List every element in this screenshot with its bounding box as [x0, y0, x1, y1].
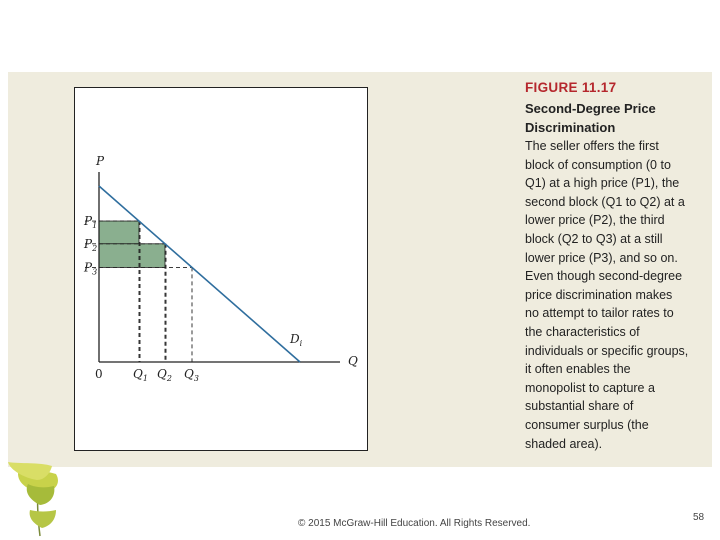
figure-title-line-1: Second-Degree Price	[525, 101, 656, 116]
caption-line: lower price (P2), the third	[525, 213, 665, 228]
demand-label-main: D	[290, 332, 300, 346]
q1-main: Q	[133, 367, 143, 381]
q2-main: Q	[157, 367, 167, 381]
caption-line: block (Q2 to Q3) at a still	[525, 231, 663, 246]
caption-line: individuals or specific groups,	[525, 343, 689, 358]
caption-line: no attempt to tailor rates to	[525, 306, 674, 321]
ginkgo-leaf-icon	[8, 462, 58, 536]
demand-curve	[99, 186, 300, 362]
caption-line: monopolist to capture a	[525, 380, 655, 395]
p2-sub: 2	[92, 243, 98, 253]
caption-line: substantial share of	[525, 399, 634, 414]
p1-sub: 1	[92, 221, 98, 231]
shaded-block-1	[99, 221, 139, 244]
caption-line: consumer surplus (the	[525, 417, 649, 432]
q3-main: Q	[184, 367, 194, 381]
quantity-label-q2	[157, 367, 172, 383]
quantity-label-q3	[184, 367, 199, 383]
demand-label-sub: i	[299, 339, 303, 348]
caption-line: The seller offers the first	[525, 139, 659, 153]
caption-line: Q1) at a high price (P1), the	[525, 176, 680, 191]
figure-title	[525, 99, 705, 137]
quantity-label-q1	[133, 367, 148, 383]
caption-line: the characteristics of	[525, 324, 640, 339]
caption-line: it often enables the	[525, 362, 631, 377]
caption-line: lower price (P3), and so on.	[525, 250, 678, 265]
demand-label	[289, 332, 303, 348]
figure-number: FIGURE 11.17	[525, 80, 617, 95]
copyright-notice: © 2015 McGraw-Hill Education. All Rights Reserved.	[298, 518, 531, 529]
q2-sub: 2	[166, 374, 172, 383]
p1-main: P	[84, 214, 93, 229]
p2-main: P	[84, 236, 93, 251]
figure-title-line-2: Discrimination	[525, 120, 616, 135]
x-axis-label: Q	[348, 354, 358, 368]
caption-line: price discrimination makes	[525, 287, 673, 302]
price-label-p3	[83, 260, 97, 276]
caption-line: Even though second-degree	[525, 269, 683, 284]
p3-sub: 3	[92, 267, 98, 277]
y-axis-label: P	[96, 154, 105, 168]
q3-sub: 3	[193, 374, 199, 383]
caption-line: block of consumption (0 to	[525, 157, 671, 172]
price-label-p1	[83, 214, 97, 230]
price-label-p2	[83, 237, 97, 253]
origin-label: 0	[95, 367, 103, 381]
shaded-block-2	[99, 244, 165, 268]
caption-line: shaded area).	[525, 436, 603, 451]
p3-main: P	[84, 260, 93, 275]
page-number: 58	[693, 512, 705, 523]
figure-description	[525, 137, 705, 453]
figure-caption	[525, 80, 705, 453]
q1-sub: 1	[142, 374, 148, 383]
caption-line: second block (Q1 to Q2) at a	[525, 194, 685, 209]
